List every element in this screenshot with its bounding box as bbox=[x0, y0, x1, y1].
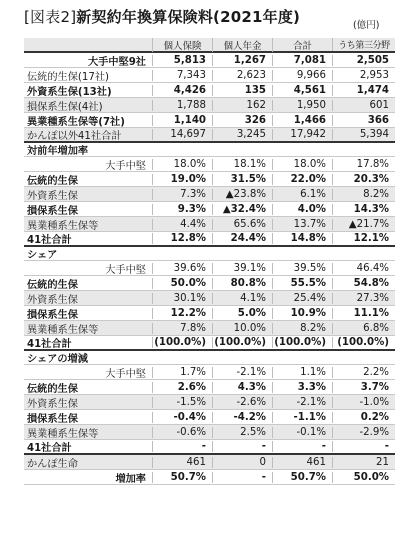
cell: - bbox=[152, 441, 212, 452]
table-row bbox=[24, 425, 395, 440]
cell: 9,966 bbox=[272, 70, 332, 81]
cell: 10.0% bbox=[212, 323, 272, 334]
cell: 4.3% bbox=[212, 382, 272, 393]
cell: 13.7% bbox=[272, 219, 332, 230]
table-row bbox=[24, 187, 395, 202]
table-row bbox=[24, 83, 395, 98]
table-row bbox=[24, 172, 395, 187]
cell: 17.8% bbox=[332, 159, 395, 170]
cell: 5,813 bbox=[152, 55, 212, 66]
cell: 14.3% bbox=[332, 204, 395, 215]
cell: 7.3% bbox=[152, 189, 212, 200]
cell: 50.0% bbox=[152, 278, 212, 289]
cell: -4.2% bbox=[212, 412, 272, 423]
cell: 9.3% bbox=[152, 204, 212, 215]
cell: - bbox=[332, 441, 395, 452]
row-label: 増加率 bbox=[115, 473, 146, 485]
unit-label: (億円) bbox=[353, 20, 380, 31]
row-label: 伝統的生保 bbox=[27, 175, 78, 187]
cell: 2,953 bbox=[332, 70, 395, 81]
cell: 326 bbox=[212, 115, 272, 126]
table-row bbox=[24, 291, 395, 306]
cell: 3.7% bbox=[332, 382, 395, 393]
cell: 14.8% bbox=[272, 233, 332, 244]
cell: 10.9% bbox=[272, 308, 332, 319]
cell: 4.4% bbox=[152, 219, 212, 230]
cell: 12.2% bbox=[152, 308, 212, 319]
table-title bbox=[24, 6, 300, 27]
cell: 7,081 bbox=[272, 55, 332, 66]
row-label: 伝統的生保 bbox=[27, 279, 78, 291]
header-individual-annuity: 個人年金 bbox=[212, 38, 272, 52]
table-row bbox=[24, 261, 395, 276]
cell: 7,343 bbox=[152, 70, 212, 81]
cell: 39.1% bbox=[212, 263, 272, 274]
table-row bbox=[24, 232, 395, 247]
cell: 2,623 bbox=[212, 70, 272, 81]
section-header-share bbox=[24, 247, 395, 261]
row-label: 大手中堅 bbox=[105, 160, 146, 172]
cell: 80.8% bbox=[212, 278, 272, 289]
row-label: 伝統的生保 bbox=[27, 383, 78, 395]
cell: 12.1% bbox=[332, 233, 395, 244]
cell: (100.0%) bbox=[272, 337, 332, 348]
cell: 162 bbox=[212, 100, 272, 111]
table-row bbox=[24, 157, 395, 172]
section-header-growth bbox=[24, 143, 395, 157]
row-label: かんぽ以外41社合計 bbox=[27, 131, 122, 142]
cell: 2,505 bbox=[332, 55, 395, 66]
cell: -2.6% bbox=[212, 397, 272, 408]
row-label: 外資系生保 bbox=[27, 294, 78, 306]
row-label: 大手中堅 bbox=[105, 264, 146, 276]
cell: 135 bbox=[212, 85, 272, 96]
cell: 50.7% bbox=[152, 472, 212, 483]
cell: 12.8% bbox=[152, 233, 212, 244]
row-label: 異業種系生保等 bbox=[27, 220, 99, 232]
cell: -1.0% bbox=[332, 397, 395, 408]
cell: 5,394 bbox=[332, 129, 395, 140]
cell: 1,788 bbox=[152, 100, 212, 111]
cell: 14,697 bbox=[152, 129, 212, 140]
cell: 31.5% bbox=[212, 174, 272, 185]
cell: 461 bbox=[152, 457, 212, 468]
cell: (100.0%) bbox=[152, 337, 212, 348]
row-label: 41社合計 bbox=[27, 443, 72, 454]
cell: 1,474 bbox=[332, 85, 395, 96]
cell: 17,942 bbox=[272, 129, 332, 140]
table-row bbox=[24, 410, 395, 425]
table-row bbox=[24, 53, 395, 68]
cell: 46.4% bbox=[332, 263, 395, 274]
cell: -1.1% bbox=[272, 412, 332, 423]
cell: 6.8% bbox=[332, 323, 395, 334]
cell: 39.5% bbox=[272, 263, 332, 274]
cell: 55.5% bbox=[272, 278, 332, 289]
row-label: 41社合計 bbox=[27, 235, 72, 246]
cell: 50.0% bbox=[332, 472, 395, 483]
cell: 1.1% bbox=[272, 367, 332, 378]
table-row bbox=[24, 306, 395, 321]
cell: 8.2% bbox=[272, 323, 332, 334]
cell: 4.1% bbox=[212, 293, 272, 304]
cell: 2.5% bbox=[212, 427, 272, 438]
header-individual-insurance: 個人保険 bbox=[152, 38, 212, 52]
cell: ▲23.8% bbox=[212, 189, 272, 200]
row-label: 外資系生保 bbox=[27, 398, 78, 410]
row-label: 大手中堅 bbox=[105, 368, 146, 380]
cell: ▲32.4% bbox=[212, 204, 272, 215]
row-label: 損保系生保 bbox=[27, 413, 78, 425]
cell: 21 bbox=[332, 457, 395, 468]
table-row bbox=[24, 276, 395, 291]
section-title: シェアの増減 bbox=[27, 354, 88, 365]
cell: 30.1% bbox=[152, 293, 212, 304]
table-row bbox=[24, 440, 395, 455]
table-row bbox=[24, 128, 395, 143]
cell: -2.1% bbox=[272, 397, 332, 408]
row-label: 外資系生保(13社) bbox=[27, 86, 112, 98]
table-row bbox=[24, 336, 395, 351]
row-label: 異業種系生保等(7社) bbox=[27, 116, 125, 128]
cell: 4.0% bbox=[272, 204, 332, 215]
cell: (100.0%) bbox=[212, 337, 272, 348]
row-label: 外資系生保 bbox=[27, 190, 78, 202]
title-text: 新契約年換算保険料(2021年度) bbox=[76, 8, 301, 26]
cell: 1,466 bbox=[272, 115, 332, 126]
cell: 1,267 bbox=[212, 55, 272, 66]
cell: 50.7% bbox=[272, 472, 332, 483]
cell: 22.0% bbox=[272, 174, 332, 185]
cell: 1,140 bbox=[152, 115, 212, 126]
row-label: 異業種系生保等 bbox=[27, 324, 99, 336]
table-row bbox=[24, 217, 395, 232]
table-header-row bbox=[24, 38, 395, 53]
table-row bbox=[24, 470, 395, 485]
row-label: 伝統的生保(17社) bbox=[27, 71, 110, 83]
table-row bbox=[24, 68, 395, 83]
cell: 6.1% bbox=[272, 189, 332, 200]
cell: -0.1% bbox=[272, 427, 332, 438]
cell: (100.0%) bbox=[332, 337, 395, 348]
cell: 54.8% bbox=[332, 278, 395, 289]
cell: 25.4% bbox=[272, 293, 332, 304]
cell: - bbox=[272, 441, 332, 452]
row-label: 大手中堅9社 bbox=[87, 56, 146, 68]
section-title: シェア bbox=[27, 250, 58, 261]
cell: 24.4% bbox=[212, 233, 272, 244]
row-label: 41社合計 bbox=[27, 339, 72, 350]
cell: 2.2% bbox=[332, 367, 395, 378]
cell: 4,426 bbox=[152, 85, 212, 96]
table-row bbox=[24, 98, 395, 113]
cell: 18.0% bbox=[152, 159, 212, 170]
table-row bbox=[24, 365, 395, 380]
row-label: 損保系生保 bbox=[27, 205, 78, 217]
cell: 20.3% bbox=[332, 174, 395, 185]
cell: -2.9% bbox=[332, 427, 395, 438]
cell: 366 bbox=[332, 115, 395, 126]
cell: 0.2% bbox=[332, 412, 395, 423]
cell: 19.0% bbox=[152, 174, 212, 185]
table-row bbox=[24, 380, 395, 395]
cell: 2.6% bbox=[152, 382, 212, 393]
cell: 8.2% bbox=[332, 189, 395, 200]
cell: 1.7% bbox=[152, 367, 212, 378]
cell: 27.3% bbox=[332, 293, 395, 304]
cell: 4,561 bbox=[272, 85, 332, 96]
cell: 0 bbox=[212, 457, 272, 468]
table-row bbox=[24, 395, 395, 410]
row-label: 異業種系生保等 bbox=[27, 428, 99, 440]
table-row bbox=[24, 202, 395, 217]
cell: 1,950 bbox=[272, 100, 332, 111]
cell: 18.0% bbox=[272, 159, 332, 170]
row-label: かんぽ生命 bbox=[27, 458, 78, 470]
cell: -0.6% bbox=[152, 427, 212, 438]
cell: 601 bbox=[332, 100, 395, 111]
section-title: 対前年増加率 bbox=[27, 146, 89, 157]
cell: -1.5% bbox=[152, 397, 212, 408]
cell: 3,245 bbox=[212, 129, 272, 140]
cell: - bbox=[212, 441, 272, 452]
insurance-premium-table bbox=[24, 38, 395, 485]
cell: - bbox=[212, 472, 272, 483]
header-third-sector: うち第三分野 bbox=[332, 38, 395, 51]
cell: 18.1% bbox=[212, 159, 272, 170]
section-header-share-change bbox=[24, 351, 395, 365]
cell: 461 bbox=[272, 457, 332, 468]
cell: ▲21.7% bbox=[332, 219, 395, 230]
cell: 7.8% bbox=[152, 323, 212, 334]
cell: 11.1% bbox=[332, 308, 395, 319]
figure-number: [図表2] bbox=[24, 8, 77, 26]
table-row bbox=[24, 113, 395, 128]
table-row bbox=[24, 321, 395, 336]
row-label: 損保系生保 bbox=[27, 309, 78, 321]
cell: 65.6% bbox=[212, 219, 272, 230]
row-label: 損保系生保(4社) bbox=[27, 101, 103, 113]
cell: 5.0% bbox=[212, 308, 272, 319]
cell: 39.6% bbox=[152, 263, 212, 274]
cell: -2.1% bbox=[212, 367, 272, 378]
cell: -0.4% bbox=[152, 412, 212, 423]
cell: 3.3% bbox=[272, 382, 332, 393]
table-row bbox=[24, 455, 395, 470]
header-total: 合計 bbox=[272, 38, 332, 52]
